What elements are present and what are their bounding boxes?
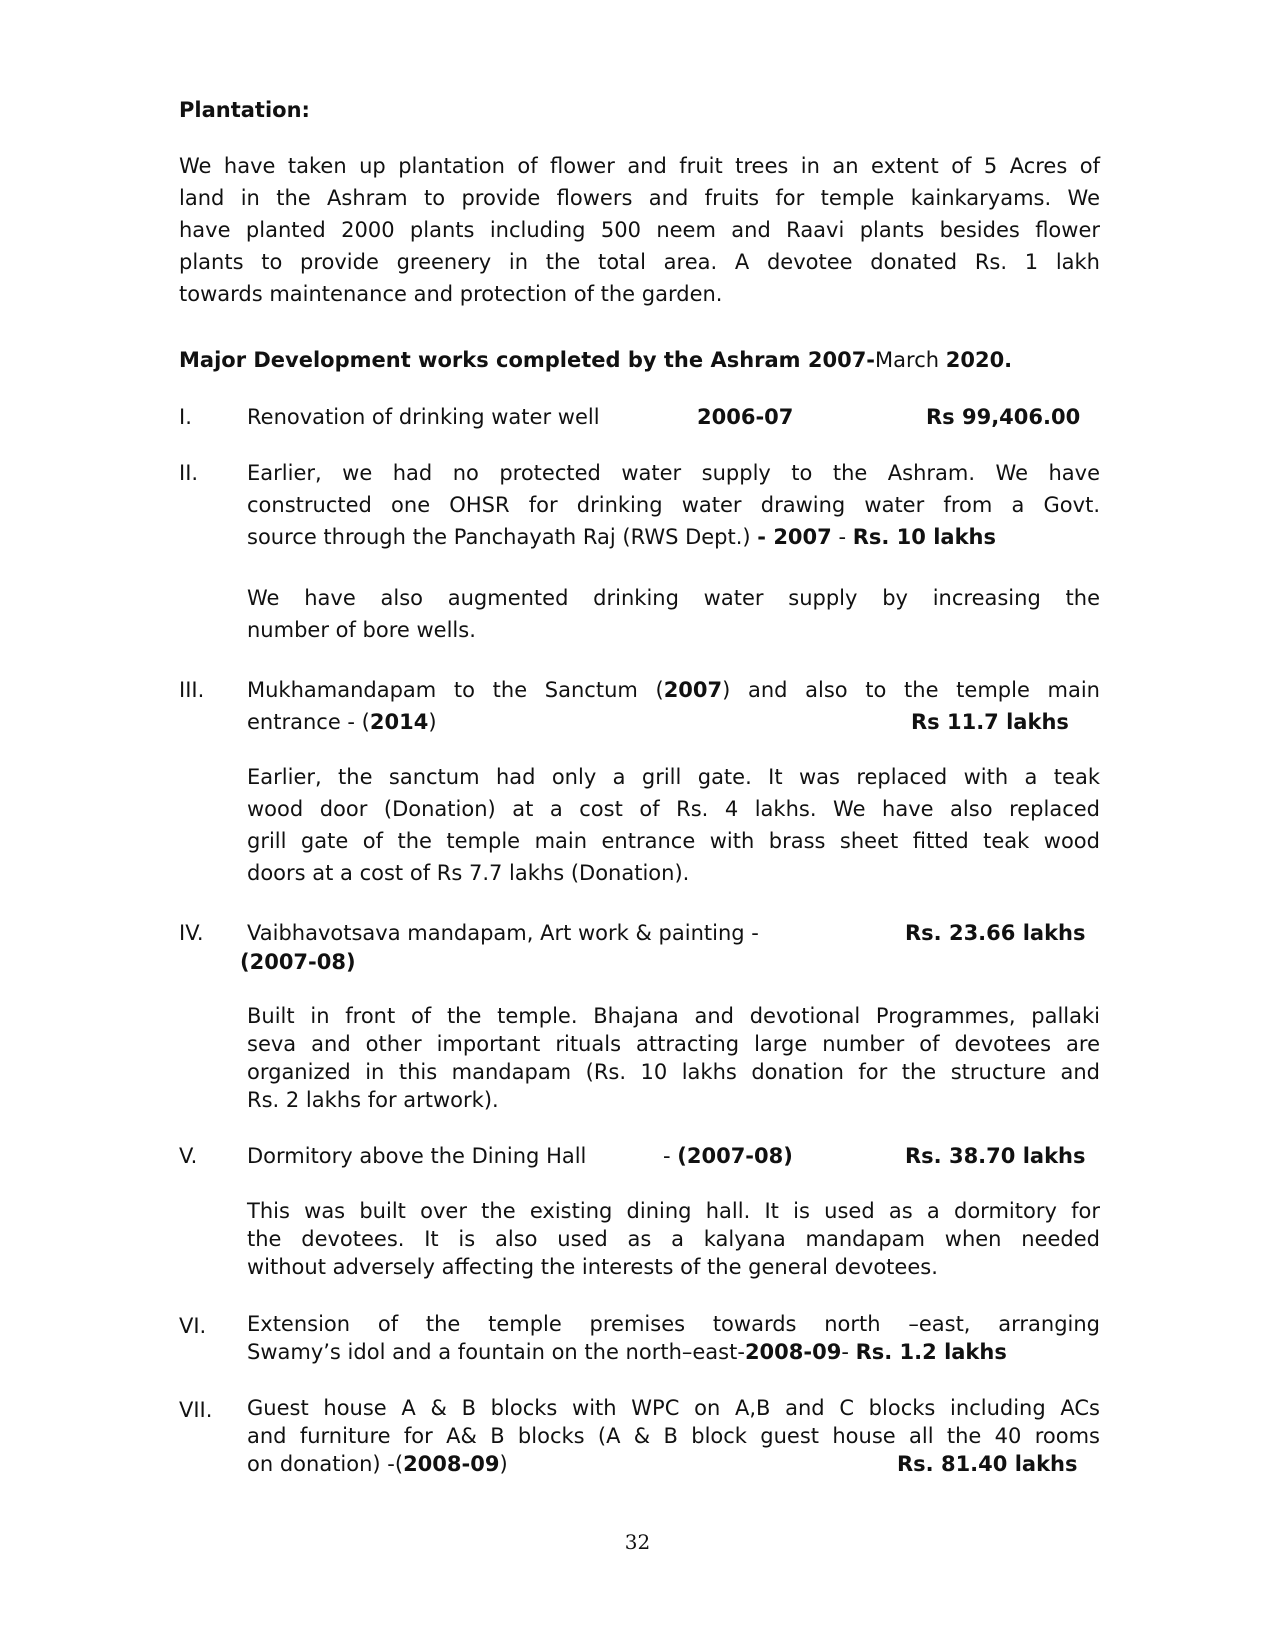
note-line: We have also augmented drinking water supply by increasing the	[247, 586, 1100, 610]
major-heading-normal: March	[875, 348, 946, 372]
plantation-paragraph	[179, 150, 1100, 310]
item-year: 2008-09	[403, 1452, 500, 1476]
item-separator: -	[841, 1340, 856, 1364]
major-heading	[179, 344, 1012, 376]
item-year: - 2007	[757, 525, 832, 549]
item-v-note	[247, 1197, 1100, 1281]
item-year: 2008-09	[744, 1340, 842, 1364]
major-heading-year: 2020.	[945, 348, 1013, 372]
item-amount: Rs 11.7 lakhs	[911, 710, 1069, 734]
note-line: doors at a cost of Rs 7.7 lakhs (Donation).	[247, 861, 690, 885]
item-number: IV.	[179, 921, 204, 945]
note-line: seva and other important rituals attracting large number of devotees are	[247, 1032, 1100, 1056]
major-heading-bold: Major Development works completed by the Ashram 2007-	[179, 348, 876, 372]
item-iv-note	[247, 1002, 1100, 1114]
item-year: 2007	[663, 678, 723, 702]
item-line	[247, 1338, 1100, 1366]
item-year-group	[663, 1140, 793, 1172]
item-amount: Rs. 10 lakhs	[852, 525, 996, 549]
item-year: (2007-08)	[240, 950, 356, 974]
item-amount: Rs. 23.66 lakhs	[905, 921, 1086, 945]
item-line-text: )	[499, 1452, 508, 1476]
item-line: constructed one OHSR for drinking water drawing water from a Govt.	[247, 493, 1100, 517]
note-line: organized in this mandapam (Rs. 10 lakhs donation for the structure and	[247, 1060, 1100, 1084]
note-line: number of bore wells.	[247, 618, 476, 642]
item-line: Guest house A & B blocks with WPC on A,B and C blocks including ACs	[247, 1396, 1100, 1420]
paragraph-line: land in the Ashram to provide flowers and fruits for temple kainkaryams. We	[179, 186, 1100, 210]
item-line-text: entrance - (	[247, 710, 370, 734]
item-line: Earlier, we had no protected water supply to the Ashram. We have	[247, 461, 1100, 485]
item-separator: -	[663, 1144, 678, 1168]
note-line: Built in front of the temple. Bhajana and devotional Programmes, pallaki	[247, 1004, 1100, 1028]
item-line	[247, 521, 1100, 553]
paragraph-line: towards maintenance and protection of the garden.	[179, 282, 723, 306]
item-number: V.	[179, 1144, 198, 1168]
note-line: Rs. 2 lakhs for artwork).	[247, 1088, 499, 1112]
item-line-text: source through the Panchayath Raj (RWS Dept.)	[247, 525, 758, 549]
item-amount: Rs 99,406.00	[926, 405, 1081, 429]
item-year: (2007-08)	[677, 1144, 793, 1168]
item-year: 2006-07	[697, 405, 794, 429]
item-description: Renovation of drinking water well	[247, 405, 600, 429]
note-line: This was built over the existing dining hall. It is used as a dormitory for	[247, 1199, 1100, 1223]
item-line-text: Swamy’s idol and a fountain on the north–east-	[247, 1340, 745, 1364]
note-line: without adversely affecting the interests of the general devotees.	[247, 1255, 938, 1279]
note-line: wood door (Donation) at a cost of Rs. 4 lakhs. We have also replaced	[247, 797, 1100, 821]
item-year: 2014	[369, 710, 429, 734]
item-number: II.	[179, 461, 199, 485]
item-line-text: ) and also to the temple main	[722, 678, 1100, 702]
item-description: Vaibhavotsava mandapam, Art work & painting -	[247, 921, 759, 945]
plantation-heading: Plantation:	[179, 98, 310, 122]
item-vi-text	[247, 1310, 1100, 1366]
item-line-text: on donation) -(	[247, 1452, 404, 1476]
item-number: VII.	[179, 1398, 213, 1422]
item-line-text: )	[428, 710, 437, 734]
item-iii-note	[247, 761, 1100, 889]
note-line: grill gate of the temple main entrance with brass sheet fitted teak wood	[247, 829, 1100, 853]
paragraph-line: We have taken up plantation of flower and fruit trees in an extent of 5 Acres of	[179, 154, 1100, 178]
item-line-text: Mukhamandapam to the Sanctum (	[247, 678, 664, 702]
item-amount: Rs. 81.40 lakhs	[897, 1452, 1078, 1476]
item-description: Dormitory above the Dining Hall	[247, 1144, 587, 1168]
note-line: Earlier, the sanctum had only a grill gate. It was replaced with a teak	[247, 765, 1100, 789]
paragraph-line: have planted 2000 plants including 500 neem and Raavi plants besides flower	[179, 218, 1100, 242]
item-line	[247, 674, 1100, 706]
item-number: VI.	[179, 1314, 207, 1338]
item-line: and furniture for A& B blocks (A & B block guest house all the 40 rooms	[247, 1424, 1100, 1448]
item-number: I.	[179, 405, 192, 429]
item-amount: Rs. 38.70 lakhs	[905, 1144, 1086, 1168]
note-line: the devotees. It is also used as a kalyana mandapam when needed	[247, 1227, 1100, 1251]
item-ii-text	[247, 457, 1100, 553]
item-ii-note	[247, 582, 1100, 646]
paragraph-line: plants to provide greenery in the total area. A devotee donated Rs. 1 lakh	[179, 250, 1100, 274]
page-number: 32	[624, 1530, 651, 1554]
item-line: Extension of the temple premises towards north –east, arranging	[247, 1312, 1100, 1336]
item-separator: -	[831, 525, 853, 549]
item-number: III.	[179, 678, 205, 702]
item-amount: Rs. 1.2 lakhs	[855, 1340, 1007, 1364]
